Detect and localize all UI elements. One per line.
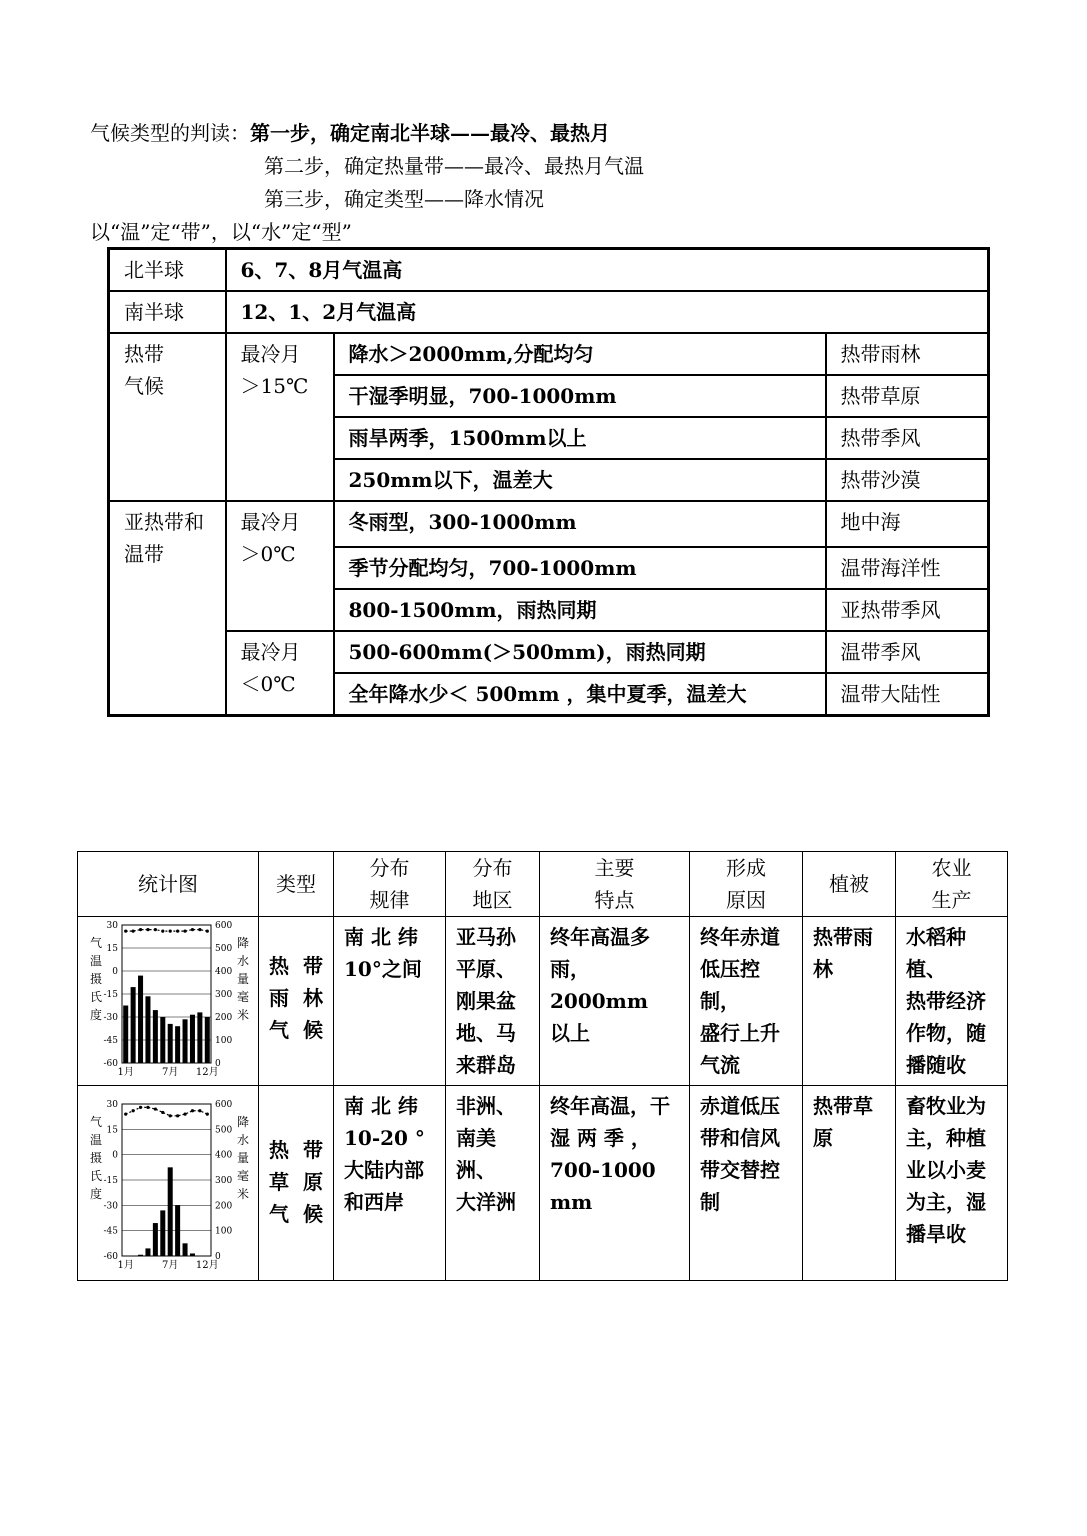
precip-tick-label: 0 bbox=[215, 1059, 221, 1069]
temperature-point bbox=[169, 930, 172, 933]
temp-tick-label: -45 bbox=[103, 1226, 118, 1237]
temp-axis-title-char: 摄 bbox=[89, 1151, 103, 1165]
header-pattern: 分布 规律 bbox=[334, 852, 446, 917]
sub-type-2: 温带海洋性 bbox=[826, 547, 989, 589]
intro-step-2: 第二步，确定热量带——最冷、最热月气温 bbox=[264, 154, 644, 178]
temperature-point bbox=[132, 930, 135, 933]
temp-tick-label: -45 bbox=[103, 1036, 118, 1046]
temp-axis-title-char: 摄 bbox=[89, 972, 103, 986]
header-feature: 主要 特点 bbox=[540, 852, 690, 917]
temperature-point bbox=[183, 930, 186, 933]
intro-step-1: 第一步，确定南北半球——最冷、最热月 bbox=[250, 121, 610, 145]
temp-axis-title-char: 温 bbox=[89, 1133, 103, 1147]
header-row bbox=[78, 852, 1008, 917]
temperature-point bbox=[124, 1113, 127, 1116]
climate-judgement-table bbox=[107, 247, 990, 717]
rainforest-chart bbox=[78, 917, 259, 1086]
precip-bar bbox=[197, 1012, 202, 1063]
precip-bar bbox=[153, 1010, 158, 1063]
precip-axis-title-char: 降 bbox=[236, 936, 250, 950]
precip-axis-title-char: 水 bbox=[236, 1133, 250, 1147]
temp-axis-title-char: 氏 bbox=[89, 990, 103, 1004]
intro-step-3: 第三步，确定类型——降水情况 bbox=[264, 187, 544, 211]
tropical-desc-3: 雨旱两季，1500mm以上 bbox=[334, 417, 826, 459]
savanna-vegetation: 热带草 原 bbox=[803, 1086, 896, 1281]
precip-bar bbox=[138, 976, 143, 1063]
temperature-point bbox=[161, 930, 164, 933]
temperature-point bbox=[176, 1114, 179, 1117]
south-text: 12、1、2月气温高 bbox=[226, 291, 989, 333]
precip-axis-title-char: 降 bbox=[236, 1115, 250, 1129]
month-tick-label: 12月 bbox=[195, 1067, 219, 1077]
sub-type-3: 亚热带季风 bbox=[826, 589, 989, 631]
climate-types-table bbox=[77, 851, 1008, 1281]
temperature-point bbox=[183, 1113, 186, 1116]
precip-bar bbox=[190, 1253, 195, 1256]
header-cause: 形成 原因 bbox=[690, 852, 803, 917]
tropical-type-1: 热带雨林 bbox=[826, 333, 989, 375]
month-tick-label: 12月 bbox=[195, 1260, 219, 1271]
temp-tick-label: -30 bbox=[103, 1013, 118, 1023]
header-agriculture: 农业 生产 bbox=[896, 852, 1008, 917]
rainforest-area: 亚马孙 平原、 刚果盆 地、马 来群岛 bbox=[446, 917, 540, 1086]
temp-tick-label: -15 bbox=[103, 1176, 118, 1186]
precip-bar bbox=[205, 1017, 210, 1063]
sub-type-1: 地中海 bbox=[826, 501, 989, 547]
subtropical-zone: 亚热带和 温带 bbox=[109, 501, 226, 716]
north-label: 北半球 bbox=[109, 249, 226, 292]
savanna-pattern: 南 北 纬 10-20 ° 大陆内部 和西岸 bbox=[334, 1086, 446, 1281]
rainforest-agriculture: 水稻种植、 热带经济 作物，随 播随收 bbox=[896, 917, 1008, 1086]
precip-axis-title-char: 米 bbox=[236, 1187, 250, 1201]
month-tick-label: 1月 bbox=[117, 1067, 134, 1077]
temperature-point bbox=[154, 1107, 157, 1110]
climate-chart-rainforest bbox=[78, 917, 258, 1077]
precip-axis-title-char: 量 bbox=[236, 1151, 250, 1165]
precip-axis-title-char: 水 bbox=[236, 954, 250, 968]
temp-axis-title-char: 气 bbox=[89, 936, 103, 950]
rainforest-feature: 终年高温多 雨，2000mm 以上 bbox=[540, 917, 690, 1086]
rainforest-vegetation: 热带雨 林 bbox=[803, 917, 896, 1086]
temp-tick-label: -60 bbox=[103, 1059, 118, 1069]
subtropical-cond-a: 最冷月 ＞0℃ bbox=[226, 501, 334, 631]
savanna-cause: 赤道低压 带和信风 带交替控 制 bbox=[690, 1086, 803, 1281]
sub-type-5: 温带大陆性 bbox=[826, 673, 989, 716]
temp-tick-label: -30 bbox=[103, 1201, 118, 1212]
precip-tick-label: 600 bbox=[215, 1100, 233, 1110]
precip-tick-label: 200 bbox=[215, 1013, 233, 1023]
precip-bar bbox=[131, 987, 136, 1063]
tropical-type-2: 热带草原 bbox=[826, 375, 989, 417]
sub-type-4: 温带季风 bbox=[826, 631, 989, 673]
rainforest-type: 热 带 雨 林 气候 bbox=[259, 917, 334, 1086]
precip-bar bbox=[190, 1015, 195, 1063]
savanna-type: 热 带 草 原 气候 bbox=[259, 1086, 334, 1281]
precip-axis-title-char: 毫 bbox=[236, 1169, 250, 1183]
temperature-point bbox=[191, 928, 194, 931]
temperature-point bbox=[146, 1106, 149, 1109]
precip-tick-label: 100 bbox=[215, 1036, 233, 1046]
precip-tick-label: 300 bbox=[215, 990, 233, 1000]
rainforest-pattern: 南 北 纬 10°之间 bbox=[334, 917, 446, 1086]
temperature-line bbox=[126, 930, 208, 932]
savanna-chart bbox=[78, 1086, 259, 1281]
tropical-desc-2: 干湿季明显，700-1000mm bbox=[334, 375, 826, 417]
precip-bar bbox=[160, 1210, 165, 1256]
month-tick-label: 7月 bbox=[162, 1067, 179, 1077]
temperature-point bbox=[169, 1114, 172, 1117]
tropical-type-4: 热带沙漠 bbox=[826, 459, 989, 501]
precip-tick-label: 300 bbox=[215, 1176, 233, 1186]
tropical-desc-1: 降水＞2000mm,分配均匀 bbox=[334, 333, 826, 375]
precip-bar bbox=[160, 1017, 165, 1063]
precip-tick-label: 0 bbox=[215, 1252, 221, 1262]
intro-prefix: 气候类型的判读： bbox=[90, 121, 250, 145]
precip-bar bbox=[175, 1205, 180, 1256]
south-label: 南半球 bbox=[109, 291, 226, 333]
precip-bar bbox=[123, 1006, 128, 1064]
temp-axis-title-char: 氏 bbox=[89, 1169, 103, 1183]
temp-tick-label: 15 bbox=[106, 1125, 118, 1136]
precip-bar bbox=[145, 1248, 150, 1256]
temperature-point bbox=[206, 930, 209, 933]
sub-desc-5: 全年降水少＜ 500mm ，集中夏季，温差大 bbox=[334, 673, 826, 716]
precip-tick-label: 500 bbox=[215, 1125, 233, 1136]
temp-tick-label: 0 bbox=[112, 1150, 118, 1161]
precip-bar bbox=[183, 1019, 188, 1063]
precip-axis-title-char: 米 bbox=[236, 1008, 250, 1022]
temperature-point bbox=[146, 928, 149, 931]
precip-axis-title-char: 毫 bbox=[236, 990, 250, 1004]
table-row-savanna bbox=[78, 1086, 1008, 1281]
temp-tick-label: 30 bbox=[106, 1100, 118, 1110]
sub-desc-4: 500-600mm(＞500mm)，雨热同期 bbox=[334, 631, 826, 673]
temperature-point bbox=[161, 1111, 164, 1114]
temp-tick-label: -15 bbox=[103, 990, 118, 1000]
temp-axis-title-char: 度 bbox=[89, 1187, 103, 1201]
temperature-point bbox=[191, 1109, 194, 1112]
temperature-point bbox=[132, 1109, 135, 1112]
precip-axis-title-char: 量 bbox=[236, 972, 250, 986]
subtropical-cond-b: 最冷月 ＜0℃ bbox=[226, 631, 334, 716]
rainforest-cause: 终年赤道 低压控制， 盛行上升 气流 bbox=[690, 917, 803, 1086]
table-row-rainforest bbox=[78, 917, 1008, 1086]
temperature-point bbox=[154, 928, 157, 931]
precip-bar bbox=[175, 1026, 180, 1063]
tropical-zone: 热带 气候 bbox=[109, 333, 226, 501]
temp-axis-title-char: 气 bbox=[89, 1115, 103, 1129]
temperature-point bbox=[139, 1106, 142, 1109]
temperature-point bbox=[176, 930, 179, 933]
month-tick-label: 1月 bbox=[117, 1260, 134, 1271]
north-text: 6、7、8月气温高 bbox=[226, 249, 989, 292]
precip-bar bbox=[138, 1255, 143, 1256]
header-type: 类型 bbox=[259, 852, 334, 917]
precip-bar bbox=[168, 1024, 173, 1063]
temp-tick-label: 15 bbox=[106, 944, 118, 954]
precip-bar bbox=[153, 1223, 158, 1256]
precip-tick-label: 400 bbox=[215, 1150, 233, 1161]
precip-tick-label: 500 bbox=[215, 944, 233, 954]
header-area: 分布 地区 bbox=[446, 852, 540, 917]
header-vegetation: 植被 bbox=[803, 852, 896, 917]
month-tick-label: 7月 bbox=[162, 1260, 179, 1271]
tropical-type-3: 热带季风 bbox=[826, 417, 989, 459]
tropical-desc-4: 250mm以下，温差大 bbox=[334, 459, 826, 501]
intro-line-1 bbox=[90, 117, 610, 149]
temperature-point bbox=[124, 930, 127, 933]
precip-bar bbox=[168, 1167, 173, 1256]
precip-tick-label: 200 bbox=[215, 1201, 233, 1212]
temperature-line bbox=[126, 1107, 208, 1115]
intro-motto: 以“温”定“带”，以“水”定“型” bbox=[90, 220, 352, 244]
sub-desc-3: 800-1500mm，雨热同期 bbox=[334, 589, 826, 631]
precip-tick-label: 100 bbox=[215, 1226, 233, 1237]
sub-desc-1: 冬雨型，300-1000mm bbox=[334, 501, 826, 547]
savanna-area: 非洲、 南美洲、 大洋洲 bbox=[446, 1086, 540, 1281]
temp-tick-label: 30 bbox=[106, 921, 118, 931]
savanna-agriculture: 畜牧业为 主，种植 业以小麦 为主，湿 播旱收 bbox=[896, 1086, 1008, 1281]
temperature-point bbox=[198, 1109, 201, 1112]
temperature-point bbox=[198, 928, 201, 931]
tropical-cond: 最冷月 ＞15℃ bbox=[226, 333, 334, 501]
sub-desc-2: 季节分配均匀，700-1000mm bbox=[334, 547, 826, 589]
temperature-point bbox=[139, 928, 142, 931]
precip-bar bbox=[183, 1243, 188, 1256]
temp-tick-label: 0 bbox=[112, 967, 118, 977]
precip-tick-label: 400 bbox=[215, 967, 233, 977]
header-chart: 统计图 bbox=[78, 852, 259, 917]
temp-axis-title-char: 温 bbox=[89, 954, 103, 968]
temp-axis-title-char: 度 bbox=[89, 1008, 103, 1022]
temperature-point bbox=[206, 1113, 209, 1116]
climate-chart-savanna bbox=[78, 1086, 258, 1276]
savanna-feature: 终年高温，干 湿 两 季 ， 700-1000 mm bbox=[540, 1086, 690, 1281]
temp-tick-label: -60 bbox=[103, 1252, 118, 1262]
precip-bar bbox=[145, 996, 150, 1063]
precip-tick-label: 600 bbox=[215, 921, 233, 931]
